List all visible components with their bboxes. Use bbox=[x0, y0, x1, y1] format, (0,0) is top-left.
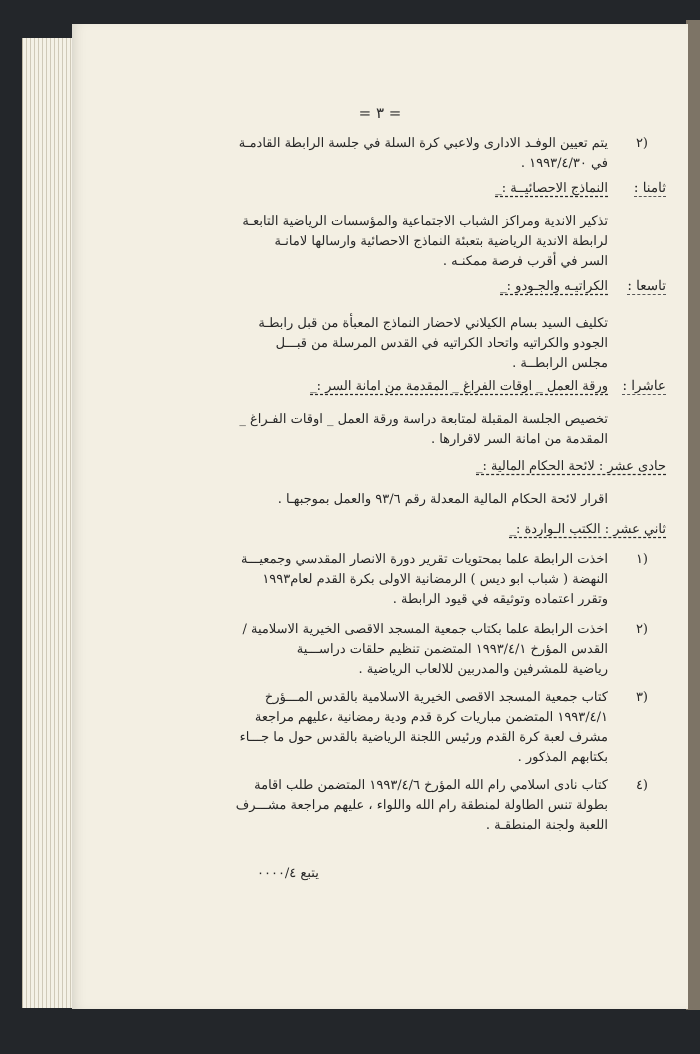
item-text: كتاب جمعية المسجد الاقصى الخيرية الاسلامية بالقدس المـــؤرخ ١٩٩٣/٤/١ المتضمن مباريات كرة قدم ودية رمضانية ،عليهم مراجعة مشرف لعبة كرة القدم ورئيس اللجنة الرياضية بالقدس حول ما جـــاء بكتابهم المذكور . bbox=[239, 690, 608, 765]
item-text: اخذت الرابطة علما بكتاب جمعية المسجد الاقصى الخيرية الاسلامية / القدس المؤرخ ١٩٩٣/٤/١ المتضمن تنظيم حلقات دراســـية رياضية للمشرفين والمدربين للالعاب الرياضية . bbox=[242, 622, 608, 677]
item-number: ٢) bbox=[635, 136, 648, 151]
section-marker: عاشرا : bbox=[622, 378, 666, 394]
page-number: = ٣ = bbox=[358, 104, 402, 122]
item-text: يتم تعيين الوفـد الادارى ولاعبي كرة السلة في جلسة الرابطة القادمـة في ١٩٩٣/٤/٣٠ . bbox=[238, 136, 608, 171]
section-heading: الكراتيـه والجـودو :_ bbox=[500, 279, 608, 294]
item-number: ١) bbox=[635, 552, 648, 567]
section-heading: ثاني عشر : الكتب الـواردة :_ bbox=[509, 522, 666, 537]
continued-note: يتبع ٠٠٠٠/٤ bbox=[257, 866, 319, 881]
section-heading: حادى عشر : لائحة الحكام المالية :_ bbox=[476, 459, 666, 474]
document-page bbox=[72, 24, 688, 1009]
section-text: اقرار لائحة الحكام المالية المعدلة رقم ٩٣/٦ والعمل بموجبهـا . bbox=[277, 492, 608, 507]
section-marker: تاسعا : bbox=[627, 278, 666, 294]
item-number: ٤) bbox=[635, 778, 648, 793]
section-text: تذكير الاندية ومراكز الشباب الاجتماعية والمؤسسات الرياضية التابعـة لرابطة الاندية الرياضية بتعبئة النماذج الاحصائية وارسالها لامانـة السر في أقرب فرصة ممكنـه . bbox=[242, 214, 608, 269]
item-text: اخذت الرابطة علما بمحتويات تقرير دورة الانصار المقدسي وجمعيـــة النهضة ( شباب ابو ديس ) الرمضانية الاولى بكرة القدم لعام١٩٩٣ وتقرر اعتماده وتوثيقه في قيود الرابطة . bbox=[240, 552, 608, 607]
section-marker: ثامنا : bbox=[633, 180, 666, 196]
item-number: ٢) bbox=[635, 622, 648, 637]
cover-edge bbox=[686, 20, 700, 1010]
section-text: تخصيص الجلسة المقبلة لمتابعة دراسة ورقة العمل _ اوقات الفـراغ _ المقدمة من امانة السر لاقرارها . bbox=[239, 412, 608, 447]
item-text: كتاب نادى اسلامي رام الله المؤرخ ١٩٩٣/٤/٦ المتضمن طلب اقامة بطولة تنس الطاولة لمنطقة رام الله واللواء ، عليهم مراجعة مشـــرف اللعبة ولجنة المنطقـة . bbox=[235, 778, 608, 833]
item-number: ٣) bbox=[635, 690, 648, 705]
section-text: تكليف السيد بسام الكيلاني لاحضار النماذج المعبأة من قبل رابطـة الجودو والكراتيه واتحاد الكراتيه في القدس المرسلة من قبـــل مجلس الرابطــة . bbox=[258, 316, 608, 371]
section-heading: ورقة العمل _ اوقات الفراغ _ المقدمة من امانة السر :_ bbox=[310, 379, 608, 394]
section-heading: النماذج الاحصائيــة :_ bbox=[495, 181, 608, 196]
